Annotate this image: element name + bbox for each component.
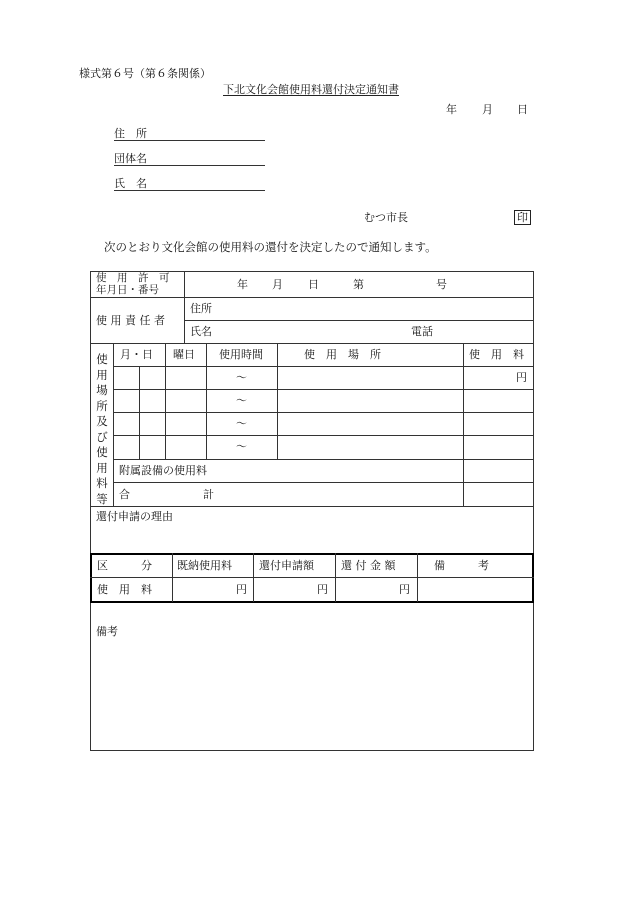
equipment-fee-label: 附属設備の使用料: [119, 464, 207, 477]
responsible-name-label: 氏名: [190, 325, 212, 338]
permit-label-line1: 使 用 許 可: [96, 272, 170, 284]
recipient-name-line: [114, 190, 265, 191]
date-day-label: 日: [517, 103, 528, 116]
refund-table-left: [90, 553, 92, 603]
refund-header-remarks: 備 考: [434, 559, 489, 572]
time-tilde: ～: [236, 417, 247, 430]
refund-header-paid-fee: 既納使用料: [177, 559, 232, 572]
header-time: 使用時間: [219, 348, 263, 361]
intro-text: 次のとおり文化会館の使用料の還付を決定したので通知します。: [104, 240, 437, 254]
refund-col-divider-3: [335, 553, 336, 602]
issuer-name: むつ市長: [364, 211, 408, 224]
refund-table-right: [532, 553, 534, 603]
usage-row-divider: [113, 482, 534, 483]
usage-side-char: 場: [96, 383, 108, 397]
form-number: 様式第６号（第６条関係）: [79, 67, 211, 80]
total-label-left: 合: [119, 488, 130, 501]
refund-table-top: [90, 553, 534, 555]
usage-side-char: 用: [96, 367, 108, 382]
recipient-name-label: 氏 名: [114, 177, 147, 190]
header-place: 使 用 場 所: [304, 348, 381, 361]
recipient-address-label: 住 所: [114, 127, 147, 140]
date-column-divider: [165, 343, 166, 459]
weekday-column-divider: [206, 343, 207, 459]
row-divider-permit: [90, 297, 534, 298]
responsible-phone-label: 電話: [411, 325, 433, 338]
usage-side-char: 所: [96, 398, 108, 413]
usage-side-label: [93, 352, 111, 507]
usage-header-divider: [113, 366, 534, 367]
total-label-right: 計: [203, 488, 214, 501]
document-title: 下北文化会館使用料還付決定通知書: [223, 83, 399, 96]
refund-header-amount: 還 付 金 額: [341, 559, 396, 572]
permit-year-label: 年: [237, 278, 248, 291]
usage-row-divider: [113, 412, 534, 413]
responsible-address-label: 住所: [190, 302, 212, 315]
refund-table-bottom: [90, 601, 534, 603]
refund-header-requested: 還付申請額: [259, 559, 314, 572]
header-weekday: 曜日: [173, 348, 195, 361]
time-tilde: ～: [236, 440, 247, 453]
refund-row-label: 使 用 料: [97, 583, 152, 596]
date-year-label: 年: [446, 103, 457, 116]
permit-label-line2: 年月日・番号: [96, 284, 159, 296]
usage-side-char: 料: [96, 476, 108, 490]
recipient-group-line: [114, 165, 265, 166]
header-fee: 使 用 料: [469, 348, 524, 361]
row-divider-responsible: [90, 343, 534, 344]
refund-col-divider-1: [172, 553, 173, 602]
date-month-label: 月: [482, 103, 493, 116]
refund-requested-yen: 円: [317, 583, 328, 596]
time-tilde: ～: [236, 394, 247, 407]
place-column-divider: [463, 343, 464, 506]
label-column-divider: [184, 271, 185, 344]
usage-row-divider: [113, 389, 534, 390]
usage-side-char: 使: [96, 352, 108, 366]
seal-mark: 印: [514, 210, 531, 225]
permit-day-label: 日: [308, 278, 319, 291]
table-border-bottom: [90, 750, 534, 751]
time-column-divider: [277, 343, 278, 459]
header-date: 月・日: [120, 348, 153, 361]
permit-number-suffix: 号: [436, 278, 447, 291]
recipient-address-line: [114, 140, 265, 141]
usage-row-divider: [113, 435, 534, 436]
refund-col-divider-4: [417, 553, 418, 602]
refund-table-row-divider: [90, 577, 534, 578]
refund-header-category: 区 分: [97, 559, 152, 572]
usage-section-bottom: [90, 506, 534, 507]
refund-amount-yen: 円: [399, 583, 410, 596]
usage-side-char: 及: [96, 414, 108, 428]
date-subcolumn-divider: [139, 366, 140, 459]
responsible-label: 使 用 責 任 者: [96, 314, 165, 327]
refund-paid-yen: 円: [236, 583, 247, 596]
refund-reason-label: 還付申請の理由: [96, 510, 173, 523]
fee-yen-unit: 円: [516, 371, 527, 384]
usage-side-char: 使: [96, 445, 108, 459]
permit-month-label: 月: [272, 278, 283, 291]
usage-side-char: 用: [96, 460, 108, 475]
row-divider-address: [184, 320, 534, 321]
usage-side-char: び: [96, 429, 108, 444]
recipient-group-label: 団体名: [114, 152, 147, 165]
refund-col-divider-2: [253, 553, 254, 602]
remarks-label: 備考: [96, 625, 118, 638]
usage-side-char: 等: [96, 491, 108, 506]
usage-row-divider: [113, 459, 534, 460]
time-tilde: ～: [236, 371, 247, 384]
permit-number-prefix: 第: [353, 278, 364, 291]
